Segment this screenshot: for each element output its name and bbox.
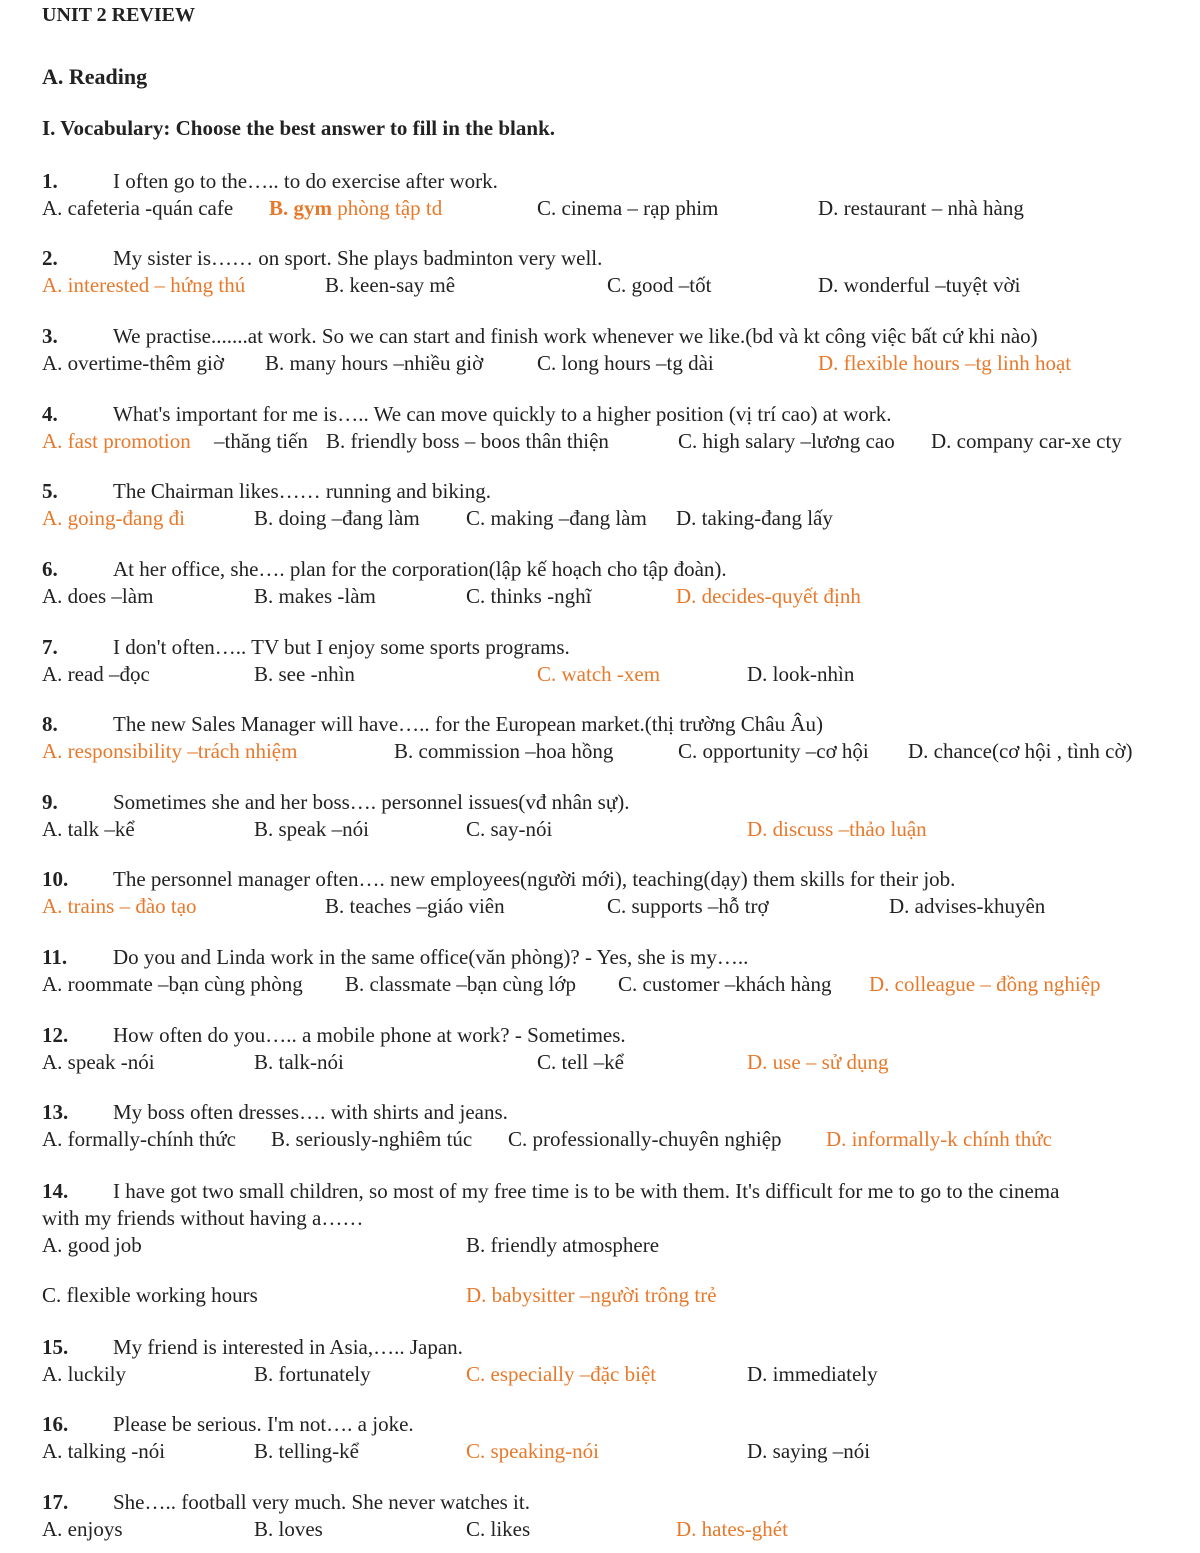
question-text: Sometimes she and her boss…. personnel issues(vđ nhân sự).: [113, 790, 630, 814]
option: B. keen-say mê: [325, 273, 456, 297]
option: A. roommate –bạn cùng phòng: [42, 972, 303, 996]
option: C. say-nói: [466, 817, 553, 841]
option: B. see -nhìn: [254, 662, 355, 686]
option: D. wonderful –tuyệt vời: [818, 273, 1021, 297]
option: C. good –tốt: [607, 273, 712, 297]
options-row: [42, 272, 1182, 299]
question-number: 10.: [42, 867, 69, 891]
option: D. saying –nói: [747, 1439, 871, 1463]
question-text: The personnel manager often…. new employees(người mới), teaching(dạy) them skills for their job.: [113, 867, 956, 891]
option: A. good job: [42, 1233, 142, 1257]
question-line: [42, 323, 1182, 350]
answer-option: D. decides-quyết định: [676, 584, 861, 608]
question-text: The Chairman likes…… running and biking.: [113, 479, 491, 503]
option: A. overtime-thêm giờ: [42, 351, 224, 375]
answer-option: C. especially –đặc biệt: [466, 1362, 657, 1386]
question-text: I have got two small children, so most of my free time is to be with them. It's difficult for me to go to the cinema: [113, 1179, 1060, 1203]
option: A. luckily: [42, 1362, 126, 1386]
question-text: We practise.......at work. So we can start and finish work whenever we like.(bd và kt công việc bất cứ khi nào): [113, 324, 1038, 348]
question-line: [42, 1022, 1182, 1049]
question-line: [42, 1178, 1182, 1205]
question-item: [42, 1022, 1182, 1076]
option: A. talk –kể: [42, 817, 135, 841]
question-line: [42, 478, 1182, 505]
question-line: [42, 1334, 1182, 1361]
option: C. opportunity –cơ hội: [678, 739, 869, 763]
option: D. restaurant – nhà hàng: [818, 196, 1024, 220]
question-item: [42, 323, 1182, 377]
question-text: I don't often….. TV but I enjoy some sports programs.: [113, 635, 570, 659]
question-text: Do you and Linda work in the same office(văn phòng)? - Yes, she is my…..: [113, 945, 749, 969]
question-line: [42, 401, 1182, 428]
question-number: 17.: [42, 1490, 69, 1514]
section-heading: A. Reading: [42, 64, 148, 89]
answer-option: C. speaking-nói: [466, 1439, 599, 1463]
option: B. makes -làm: [254, 584, 376, 608]
question-line: [42, 245, 1182, 272]
question-item: [42, 1099, 1182, 1153]
option-label-bold: B. gym: [269, 196, 332, 220]
question-text: Please be serious. I'm not…. a joke.: [113, 1412, 414, 1436]
answer-option: D. babysitter –người trông trẻ: [466, 1283, 717, 1307]
options-row: [42, 1438, 1182, 1465]
question-number: 7.: [42, 635, 58, 659]
answer-option: D. informally-k chính thức: [826, 1127, 1052, 1151]
question-number: 6.: [42, 557, 58, 581]
question-item: [42, 711, 1182, 765]
option: A. cafeteria -quán cafe: [42, 196, 234, 220]
question-item: [42, 168, 1182, 222]
option: B. teaches –giáo viên: [325, 894, 505, 918]
question-item: [42, 1489, 1182, 1543]
option: B. talk-nói: [254, 1050, 344, 1074]
options-row: [42, 1049, 1182, 1076]
question-text: The new Sales Manager will have….. for the European market.(thị trường Châu Âu): [113, 712, 824, 736]
option: C. likes: [466, 1517, 531, 1541]
question-item: [42, 245, 1182, 299]
option: D. immediately: [747, 1362, 878, 1386]
options-row: [42, 661, 1182, 688]
option: C. tell –kể: [537, 1050, 624, 1074]
options-row: [42, 350, 1182, 377]
options-row: [42, 738, 1182, 765]
question-text: She….. football very much. She never watches it.: [113, 1490, 530, 1514]
document-title: UNIT 2 REVIEW: [42, 4, 195, 26]
option: C. making –đang làm: [466, 506, 647, 530]
question-line: [42, 866, 1182, 893]
option: D. company car-xe cty: [931, 429, 1122, 453]
question-line: [42, 711, 1182, 738]
question-number: 2.: [42, 246, 58, 270]
question-item: [42, 1334, 1182, 1388]
question-line: [42, 1411, 1182, 1438]
question-item: [42, 866, 1182, 920]
answer-option: D. colleague – đồng nghiệp: [869, 972, 1101, 996]
question-item: [42, 1411, 1182, 1465]
question-number: 9.: [42, 790, 58, 814]
option: D. advises-khuyên: [889, 894, 1046, 918]
question-text: What's important for me is….. We can move quickly to a higher position (vị trí cao) at work.: [113, 402, 892, 426]
question-item: [42, 634, 1182, 688]
option: B. doing –đang làm: [254, 506, 420, 530]
question-number: 11.: [42, 945, 68, 969]
options-row: [42, 971, 1182, 998]
options-row: [42, 1361, 1182, 1388]
question-item: [42, 944, 1182, 998]
question-item: [42, 1178, 1182, 1309]
question-line: [42, 634, 1182, 661]
question-item: [42, 478, 1182, 532]
question-line: [42, 556, 1182, 583]
option: A. talking -nói: [42, 1439, 166, 1463]
option: C. professionally-chuyên nghiệp: [508, 1127, 782, 1151]
question-text: I often go to the….. to do exercise after work.: [113, 169, 498, 193]
question-line: [42, 944, 1182, 971]
question-number: 4.: [42, 402, 58, 426]
question-number: 13.: [42, 1100, 69, 1124]
options-row: [42, 1282, 1182, 1309]
option: D. chance(cơ hội , tình cờ): [908, 739, 1133, 763]
answer-option: D. discuss –thảo luận: [747, 817, 927, 841]
option: B. friendly atmosphere: [466, 1233, 660, 1257]
answer-option: [269, 195, 442, 222]
question-number: 1.: [42, 169, 58, 193]
option: B. classmate –bạn cùng lớp: [345, 972, 576, 996]
option: A. formally-chính thức: [42, 1127, 236, 1151]
option: C. thinks -nghĩ: [466, 584, 592, 608]
option: C. high salary –lương cao: [678, 429, 895, 453]
option: C. customer –khách hàng: [618, 972, 832, 996]
question-number: 14.: [42, 1179, 69, 1203]
answer-option: A. responsibility –trách nhiệm: [42, 739, 298, 763]
answer-option: A. interested – hứng thú: [42, 273, 246, 297]
option: A. enjoys: [42, 1517, 123, 1541]
answer-option: D. flexible hours –tg linh hoạt: [818, 351, 1072, 375]
option: B. commission –hoa hồng: [394, 739, 614, 763]
option-label-rest: phòng tập td: [332, 196, 443, 220]
option: A. read –đọc: [42, 662, 150, 686]
question-line: [42, 1489, 1182, 1516]
question-line: [42, 168, 1182, 195]
instruction-heading: I. Vocabulary: Choose the best answer to fill in the blank.: [42, 116, 556, 140]
question-number: 8.: [42, 712, 58, 736]
option: B. many hours –nhiều giờ: [265, 351, 484, 375]
question-number: 3.: [42, 324, 58, 348]
question-item: [42, 401, 1182, 455]
options-row: [42, 1126, 1182, 1153]
answer-option: D. use – sử dụng: [747, 1050, 889, 1074]
option: D. look-nhìn: [747, 662, 855, 686]
option: B. loves: [254, 1517, 323, 1541]
options-row: [42, 583, 1182, 610]
question-number: 16.: [42, 1412, 69, 1436]
question-text: How often do you….. a mobile phone at work? - Sometimes.: [113, 1023, 626, 1047]
options-row: [42, 893, 1182, 920]
options-row: [42, 1232, 1182, 1259]
question-number: 5.: [42, 479, 58, 503]
option: D. taking-đang lấy: [676, 506, 833, 530]
question-item: [42, 789, 1182, 843]
option: C. supports –hỗ trợ: [607, 894, 769, 918]
options-row: [42, 816, 1182, 843]
question-number: 12.: [42, 1023, 69, 1047]
option: B. friendly boss – boos thân thiện: [326, 429, 609, 453]
option: B. speak –nói: [254, 817, 369, 841]
question-line: [42, 1099, 1182, 1126]
options-row: [42, 428, 1182, 455]
question-line: [42, 789, 1182, 816]
answer-option: C. watch -xem: [537, 662, 661, 686]
options-row: [42, 505, 1182, 532]
question-text-continued: with my friends without having a……: [42, 1206, 364, 1230]
option: B. telling-kể: [254, 1439, 359, 1463]
answer-option: D. hates-ghét: [676, 1517, 788, 1541]
option: A. speak -nói: [42, 1050, 155, 1074]
option: B. fortunately: [254, 1362, 371, 1386]
question-item: [42, 556, 1182, 610]
option: C. cinema – rạp phim: [537, 196, 719, 220]
question-number: 15.: [42, 1335, 69, 1359]
question-text: My friend is interested in Asia,….. Japan.: [113, 1335, 463, 1359]
answer-option: A. trains – đào tạo: [42, 894, 197, 918]
question-text: My sister is…… on sport. She plays badminton very well.: [113, 246, 603, 270]
option: A. does –làm: [42, 584, 154, 608]
option: C. long hours –tg dài: [537, 351, 714, 375]
options-row: [42, 1516, 1182, 1543]
options-row: [42, 195, 1182, 222]
option: C. flexible working hours: [42, 1283, 258, 1307]
question-text: My boss often dresses…. with shirts and jeans.: [113, 1100, 508, 1124]
answer-option: A. going-đang đi: [42, 506, 185, 530]
option: B. seriously-nghiêm túc: [271, 1127, 473, 1151]
answer-option: A. fast promotion: [42, 429, 191, 453]
question-text: At her office, she…. plan for the corporation(lập kế hoạch cho tập đoàn).: [113, 557, 727, 581]
option: –thăng tiến: [214, 429, 308, 453]
